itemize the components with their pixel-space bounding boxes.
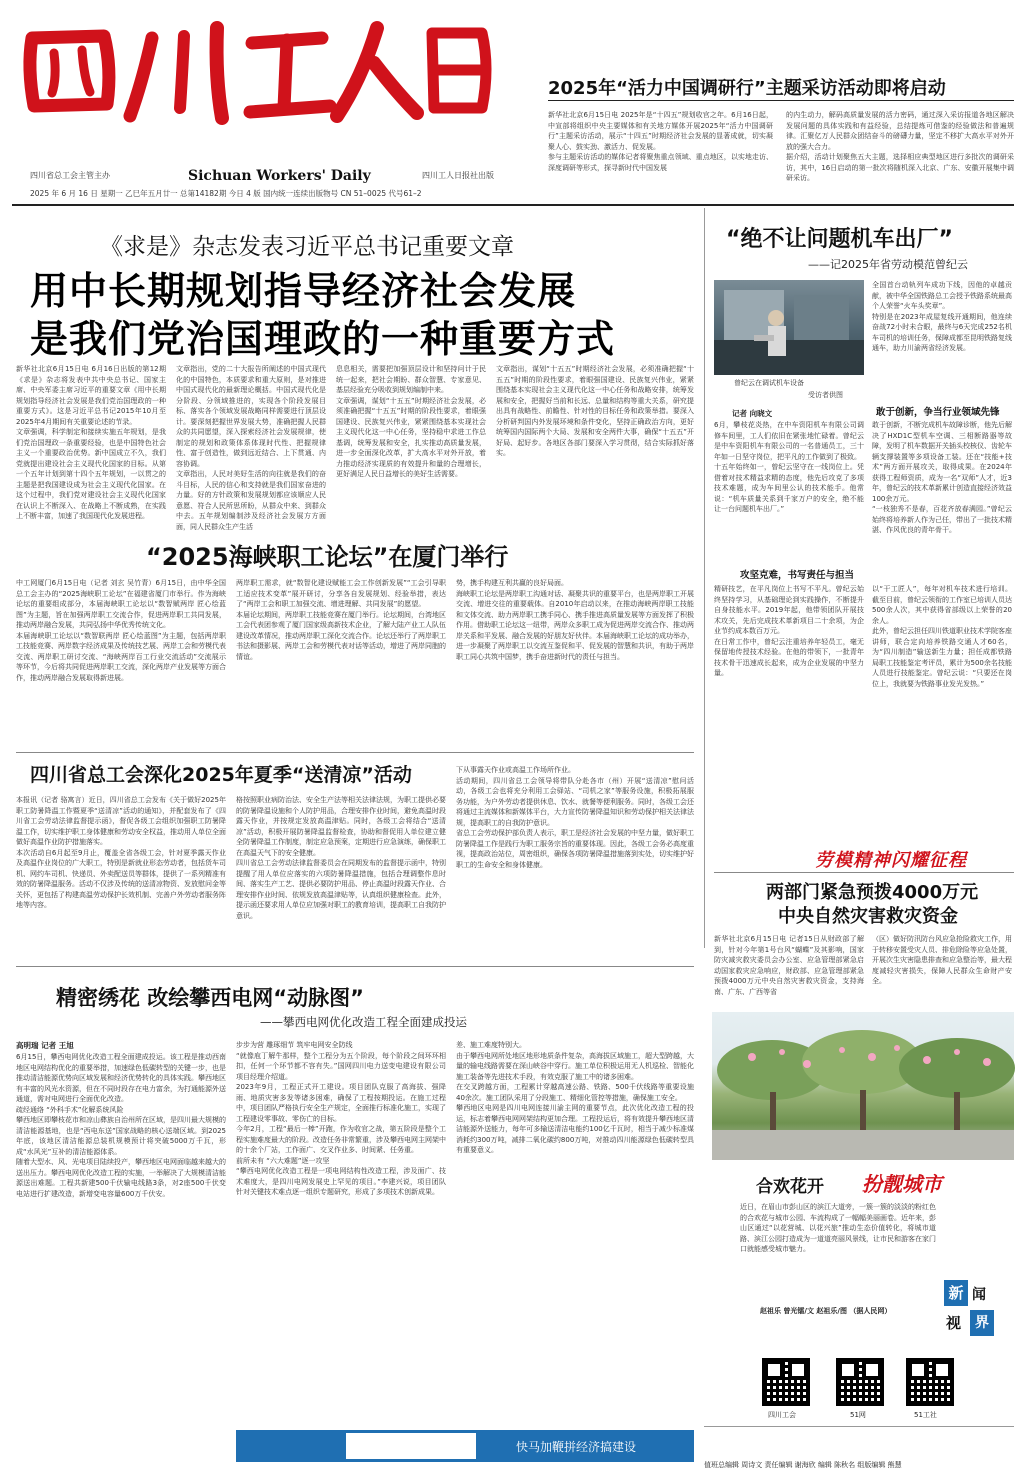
main-col-4: 文章指出，谋划“十五五”时期经济社会发展，必须准确把握“十五五”时期的阶段性要求，着眼强国建设、民族复兴伟业，紧紧围绕基本实现社会主义现代化这一中心任务和战略安排，统筹发展和安全，把握好当前和长远、总量和结构等重大关系，研究提出具有战略性、前瞻性、针对性的目标任务和政策举措。要深入分析研判国内外发展环境和条件变化，坚持正确政治方向，更好统筹国内国际两个大局、发展和安全两件大事，确保“十五五”开好局、起好步。各地区各部门要深入学习贯彻，结合实际抓好落实。 bbox=[496, 365, 694, 457]
top-story-body-left: 新华社北京6月15日电 2025年是“十四五”规划收官之年。6月16日起，中宣部将组织中央主要媒体和有关地方媒体开展2025年“活力中国调研行”主题采访活动，展示“十四五”时期经济社会发展的显著成就，切实凝聚人心、鼓实劲、激活力、促发展。 参与主题采访活动的媒体记者将聚焦重点领域、重点地区，以实地走访、深度调研等形式，探寻新时代中国发展 bbox=[548, 111, 773, 172]
worker-photo-credit: 受访者供图 bbox=[808, 391, 843, 399]
grid-col-3: 差、施工难度特别大。 由于攀西电网所处地区地形地质条件复杂，高海拔区域施工，超大型跨越，大量的输电线路需要在深山峡谷中穿行。施工单位积极运用无人机巡检、智能化施工装备等先进技术手段，有效克服了施工中的诸多困难。 在交叉跨越方面，工程累计穿越高速公路、铁路、500千伏线路等重要设施40余次。施工团队采用了分段施工、精细化管控等措施，确保施工安全。 攀西地区电网是四川电网连接川渝主网的重要节点，此次优化改造工程的投运，标志着攀西电网网架结构更加合理。工程投运后，将有效提升攀西地区清洁能源外送能力，每年可多输送清洁电能约100亿千瓦时，相当于减少标准煤消耗约300万吨，减排二氧化碳约800万吨，对推动四川能源绿色低碳转型具有重要意义。 bbox=[456, 1041, 694, 1154]
qr-code-3[interactable] bbox=[906, 1358, 954, 1406]
worker-subhead: ——记2025年省劳动模范曾纪云 bbox=[808, 258, 968, 271]
worker-bottom-rule bbox=[714, 872, 1014, 873]
cool-col-2: 格按照职业病防治法、安全生产法等相关法律法规，为职工提供必要的防暑降温设施和个人防护用品，合理安排作业时间，避免高温时段露天作业，并按规定发放高温津贴。同时，各级工会将结合“送清凉”活动，积极开展防暑降温监督检查，协助和督促用人单位建立健全防暑降温工作制度，制定应急预案，定期进行应急演练，确保职工在高温天气下的安全健康。 四川省总工会劳动法律监督委员会在同期发布的监督提示函中，特别提醒了用人单位应落实的六项防暑降温措施，包括合理调整作息时间、落实生产工艺、提供必要防护用品、停止高温时段露天作业、合理安排作业时间、依规发放高温津贴等，认真组织健康检查。此外，提示函还要求用人单位应加强对职工的教育培训，提高职工自我防护意识。 bbox=[236, 796, 446, 920]
main-col-2: 文章指出，党的二十大报告所阐述的中国式现代化的中国特色，本质要求和重大原则，是对推进中国式现代化的最新理论概括。中国式现代化是分阶段、分领域推进的，实现各个阶段发展目标、落实各个领域发展战略同样需要进行顶层设计。要深刻把握世界发展大势，准确把握人民群众的共同愿望，深入探索经济社会发展规律，使制定的规划和政策体系体现时代性、把握规律性、富于创造性，做到远近结合、上下贯通、内容协调。 文章指出，人民对美好生活的向往就是我们的奋斗目标，人民的信心和支持就是我们国家奋进的力量。好的方针政策和发展规划都应该顺应人民意愿、符合人民所思所盼，从群众中来、到群众中去。五年规划编制涉及经济社会发展方方面面，同人民群众生产生活 bbox=[176, 365, 326, 531]
main-headline-2: 是我们党治国理政的一种重要方式 bbox=[30, 316, 616, 361]
tag-jie: 界 bbox=[970, 1310, 994, 1336]
english-name: Sichuan Workers' Daily bbox=[188, 168, 371, 184]
worker-right-col-2: 敢于创新，不断完成机车故障诊断，他先后解决了HXD1C型机车空调、三相断路器等故障，发明了机车数据开关插头校核仪、齿轮车辆支撑装置等多项设备工装。还在“技能+技术”两方面开展攻关，取得成果。在2024年获得工程师资质，成为一名“双师”人才，近3年，曾纪云的技术革新累计创造直接经济效益100余万元。 “一枝独秀不是春，百花齐放春满园。”曾纪云始终将培养新人作为己任，带出了一批技术精湛、作风优良的青年骨干。 bbox=[872, 421, 1012, 534]
forum-bottom-rule bbox=[16, 752, 694, 753]
worker-photo-caption: 曾纪云在调试机车设备 bbox=[734, 379, 804, 387]
footer-rule bbox=[704, 1426, 1014, 1427]
cool-bottom-rule bbox=[16, 966, 694, 967]
right-column-rule bbox=[704, 208, 705, 948]
worker-headline: “绝不让问题机车出厂” bbox=[726, 227, 953, 252]
labor-spirit-banner: 劳模精神闪耀征程 bbox=[815, 850, 967, 871]
worker-right-col-3: 以“干工匠人”，每年对机车技术进行培训。截至目前，曾纪云领衔的工作室已培训人员达500余人次，其中获得省部级以上荣誉的20余人。 此外，曾纪云担任四川铁道职业技术学院客座讲师，联合定向培养铁路交通人才60名，为“四川制造”输送新生力量；担任成都铁路局职工技能鉴定考评员，累计为500余名技能人员进行技能鉴定。曾纪云说：“只要还在岗位上，我就要为铁路事业发光发热。” bbox=[872, 585, 1012, 688]
news-vision-tag bbox=[944, 1280, 1008, 1340]
grid-col-2: 步步为营 雕琢细节 筑牢电网安全防线 “就像庖丁解牛那样，整个工程分为五个阶段，每个阶段之间环环相扣，任何一个环节都不容有失。”国网四川电力送变电建设有限公司项目经理介绍道。 2023年9月，工程正式开工建设。项目团队克服了高海拔、强降雨、地质灾害多发等诸多困难，确保了工程按期投运。在施工过程中，项目团队严格执行安全生产规定，全面推行标准化施工，实现了工程建设零事故、零伤亡的目标。 今年2月，工程“最后一棒”开跑，作为收官之战，第五阶段是整个工程实施难度最大的阶段。改造任务非常繁重，涉及攀西电网主网架中的十余个厂站，工作面广、交叉作业多、时间紧、任务重。 前所未有 “六大难题”逐一攻坚 “攀西电网优化改造工程是一项电网结构性改造工程，涉及面广、技术难度大，是四川电网发展史上罕见的项目。”李建兴说，项目团队针对关键技术难点逐一组织专题研究，形成了多项技术创新成果。 bbox=[236, 1041, 446, 1196]
qr-code-2[interactable] bbox=[836, 1358, 884, 1406]
main-col-1: 新华社北京6月15日电 6月16日出版的第12期《求是》杂志将发表中共中央总书记、国家主席、中央军委主席习近平的重要文章《用中长期规划指导经济社会发展是我们党治国理政的一种重要方式》。这是习近平总书记2015年10月至2025年4月期间有关重要论述的节录。 文章强调，科学制定和接续实施五年规划，是我们党治国理政一条重要经验，也是中国特色社会主义一个重要政治优势。新中国成立不久，我们党就提出建设社会主义现代化国家的目标。从第一个五年计划到第十四个五年规划，一以贯之的主题是把我国建设成为社会主义现代化国家。在这个过程中，我们党对建设社会主义现代化国家在认识上不断深入、在战略上不断成熟，在实践上不断丰富，加速了我国现代化发展进程。 bbox=[16, 365, 166, 520]
qr-code-1[interactable] bbox=[762, 1358, 810, 1406]
funds-headline-1: 两部门紧急预拨4000万元 bbox=[766, 882, 979, 903]
main-col-3: 息息相关，需要把加强顶层设计和坚持问计于民统一起来，把社会期盼、群众智慧、专家意见、基层经验充分吸收到规划编制中来。 文章强调，谋划“十五五”时期经济社会发展，必须准确把握“十五五”时期的阶段性要求，着眼强国建设、民族复兴伟业，紧紧围绕基本实现社会主义现代化这一中心任务，坚持稳中求进工作总基调，统筹发展和安全，扎实推动高质量发展，进一步全面深化改革，扩大高水平对外开放，着力推动经济实现质的有效提升和量的合理增长，更好满足人民日益增长的美好生活需要。 bbox=[336, 365, 486, 478]
photo-credit: 赵祖乐 曾光镭/文 赵祖乐/图 （据人民网） bbox=[760, 1307, 892, 1315]
masthead-bottom-rule bbox=[12, 204, 1014, 206]
qr-label-3: 51工社 bbox=[914, 1411, 937, 1419]
banner-slogan-bg bbox=[346, 1433, 476, 1459]
qr-label-1: 四川工会 bbox=[768, 1411, 796, 1419]
grid-headline: 精密绣花 改绘攀西电网“动脉图” bbox=[56, 986, 364, 1010]
cool-col-1: 本报讯（记者 骆寓言）近日，四川省总工会发布《关于做好2025年职工防暑降温工作暨夏季“送清凉”活动的通知》，并配套发布了《四川省工会劳动法律监督提示函》，督促各级工会组织加强职工防暑降温工作，切实维护职工身体健康和劳动安全权益，推动用人单位全面做好高温作业防护措施落实。 本次活动自6月起至9月止，覆盖全省各级工会，针对夏季露天作业及高温作业岗位的广大职工，特别是新就业形态劳动者，包括货车司机、网约车司机、快递员、外卖配送员等群体，提供了一系列精准有效的防暑降温服务。活动不仅涉及传统的送清凉物资、发放慰问金等关怀，更包括了构建高温劳动保护长效机制、完善户外劳动者服务阵地等内容。 bbox=[16, 796, 226, 909]
sponsor-text: 四川省总工会主管主办 bbox=[30, 171, 110, 180]
worker-right-heading: 敢于创新，争当行业领域先锋 bbox=[876, 407, 1000, 418]
tag-wen: 闻 bbox=[972, 1287, 986, 1303]
photo-body: 近日，在眉山市彭山区的滨江大道旁，一簇一簇的淡淡的粉红色的合欢花与城市公园、车流构成了一幅幅美丽画卷。近年来，彭山区通过“以花营城、以花兴旅”推动生态价值转化，将城市道路、滨江公园打造成为一道道亮丽风景线，让市民和游客在家门口就能感受城市魅力。 bbox=[740, 1203, 936, 1253]
top-story-title: 2025年“活力中国调研行”主题采访活动即将启动 bbox=[548, 78, 946, 99]
qr-label-2: 51网 bbox=[850, 1411, 866, 1419]
editors-line: 值班总编辑 周诗文 责任编辑 谢海欣 编辑 陈秋名 组版编辑 熊慧 bbox=[704, 1461, 902, 1469]
top-story-rule bbox=[548, 100, 1014, 101]
forum-col-2: 两岸职工需求，就“数智化建设赋能工会工作创新发展”“工会引导职工适应技术变革”展开研讨，分享各自发展规划、经验举措，表达了“两岸工会和职工加强交流、增进理解、共同发展”的愿望。 本届论坛期间，两岸职工技能竞赛在厦门举行。论坛期间，台湾地区工会代表团参观了厦门国家级高新技术企业，了解大陆产业工人队伍建设改革情况，推动两岸职工深化交流合作。论坛还举行了两岸职工书法和摄影展、两岸工会和劳模代表对话等活动，增进了两岸同胞的情谊。 bbox=[236, 579, 446, 661]
cool-headline: 四川省总工会深化2025年夏季“送清凉”活动 bbox=[30, 764, 412, 786]
grid-subhead: ——攀西电网优化改造工程全面建成投运 bbox=[260, 1015, 467, 1029]
worker-col-1: 6月，攀枝花炎热，在中车资阳机车有限公司调修车间里，工人们依旧在紧张地忙碌着。曾纪云是中车资阳机车有限公司的一名普通员工，三十年如一日坚守岗位，把平凡的工作做到了极致。 十五年始终如一，曾纪云坚守在一线岗位上。凭借着对技术精益求精的态度，他先后攻克了多项技术难题，成为车间里公认的技术能手。他常说：“机车质量关系到千家万户的安全，绝不能让一台问题机车出厂。” bbox=[714, 421, 864, 513]
forum-col-1: 中工网厦门6月15日电（记者 刘玄 吴竹青）6月15日，由中华全国总工会主办的“2025海峡职工论坛”在福建省厦门市举行。作为海峡论坛的重要组成部分，本届海峡职工论坛以“数智赋两岸 匠心绘蓝图”为主题，旨在加强两岸职工交流合作，促进两岸职工共同发展，推动两岸融合发展，共同弘扬中华优秀传统文化。 本届海峡职工论坛以“数智联两岸 匠心绘蓝图”为主题，包括两岸职工技能竞赛、两岸数字经济成果及传统技艺展、两岸工会和劳模代表交流、两岸职工研讨交流、“海峡两岸百工行业交流活动”交流展示等环节，今后将共同促进两岸职工交流，深化两岸产业发展等方面合作，推动两岸融合发展取得新进展。 bbox=[16, 579, 226, 682]
mimosa-photo bbox=[712, 1012, 1014, 1160]
main-kicker: 《求是》杂志发表习近平总书记重要文章 bbox=[100, 234, 514, 260]
photo-headline-2: 扮靓城市 bbox=[862, 1172, 942, 1196]
main-headline-1: 用中长期规划指导经济社会发展 bbox=[30, 268, 577, 313]
worker-photo bbox=[714, 280, 864, 375]
worker-col-2: 精研技艺，在平凡岗位上书写不平凡。曾纪云始终坚持学习，从基础理论到实践操作，不断提升自身技能水平。2019年起，他带领团队开展技术攻关，先后完成技术革新项目二十余项，为企业节约成本数百万元。 在日常工作中，曾纪云注重培养年轻员工，毫无保留地传授技术经验。在他的带领下，一批青年技术骨干迅速成长起来，成为企业发展的中坚力量。 bbox=[714, 585, 864, 677]
masthead bbox=[12, 8, 542, 203]
grid-col-1: 6月15日，攀西电网优化改造工程全面建成投运。该工程是推动西南地区电网结构优化的重要举措，加速绿色低碳转型的关键一步，也是推动清洁能源优势向区域发展和经济优势转化的具体实践。攀西地区有丰富的风光水资源，但在不同时段存在电力富余，为打通能源外送通道，需对电网进行全面优化改造。 疏经通络 “外科手术”化解系统风险 攀西地区即攀枝花市和凉山彝族自治州所在区域，是四川最大规模的清洁能源基地，也是“西电东送”国家战略的核心送端区域。到2025年底，该地区清洁能源总装机规模预计将突破5000万千瓦，形成“水风光”互补的清洁能源体系。 随着大型水、风、光电项目陆续投产，攀西地区电网面临越来越大的送出压力。攀西电网优化改造工程的实施，一举解决了大规模清洁能源送出难题。工程共新建500千伏输电线路3条，对2座500千伏变电站进行扩建改造，新增变电容量600万千伏安。 bbox=[16, 1053, 226, 1198]
publisher-text: 四川工人日报社出版 bbox=[422, 171, 494, 180]
masthead-logo bbox=[12, 8, 512, 128]
issue-line: 2025 年 6 月 16 日 星期一 乙巳年五月廿一 总第14182期 今日 4 版 国内统一连续出版物号 CN 51–0025 代号61–2 bbox=[30, 189, 422, 198]
forum-headline: “2025海峡职工论坛”在厦门举行 bbox=[146, 543, 509, 571]
forum-col-3: 势，携手构建互利共赢的良好局面。 海峡职工论坛是两岸职工沟通对话、凝聚共识的重要平台，也是两岸职工开展交流、增进交往的重要载体。自2010年启动以来，在推动海峡两岸职工技能和文体交流、助力两岸职工携手同心、携手推进高质量发展等方面发挥了积极作用。借助职工论坛这一纽带，两岸众多职工成为促进两岸交流合作、推动两岸关系和平发展、融合发展的好朋友好伙伴。本届海峡职工论坛的成功举办，进一步凝聚了两岸职工以交流互鉴促和平、促发展的智慧和共识，有助于两岸职工同心共筑中国梦，携手奋进新时代的责任与担当。 bbox=[456, 579, 694, 661]
funds-col-1: 新华社北京6月15日电 记者15日从财政部了解到，针对今年第1号台风“蝴蝶”及其影响，国家防灾减灾救灾委员会办公室、应急管理部紧急启动国家救灾应急响应，财政部、应急管理部紧急预拨4000万元中央自然灾害救灾资金，支持海南、广东、广西等省 bbox=[714, 935, 864, 996]
worker-right-col-1: 全国首台动轨列车成功下线，因他的卓越贡献，被中华全国铁路总工会授予铁路系统最高个人荣誉“火车头奖章”。 特别是在2023年成屋复线开通期间，他连续奋战72小时未合眼，最终与6天完成252名机车司机的培训任务，保障成都至昆明铁路复线通车，助力川渝两省经济发展。 bbox=[872, 281, 1012, 352]
tag-new: 新 bbox=[944, 1280, 968, 1306]
grid-byline: 高明瑞 记者 王旭 bbox=[16, 1041, 74, 1050]
funds-headline-2: 中央自然灾害救灾资金 bbox=[778, 906, 958, 927]
top-story-body-right: 的内生动力，解码高质量发展的活力密码，通过深入采访报道各地区解决发展问题的具体实践和有益经验，总结提炼可借鉴的经验做法和普遍规律。汇聚亿万人民群众团结奋斗的磅礴力量，坚定不移扩大高水平对外开放的强大合力。 据介绍，活动计划聚焦五大主题，选择相应典型地区进行多批次的调研采访，其中，16日启动的第一批次将随机深入北京、广东、安徽开展集中调研采访。 bbox=[786, 111, 1014, 182]
worker-byline: 记者 向晓文 bbox=[732, 409, 773, 418]
banner-title: 快马加鞭拼经济搞建设 bbox=[516, 1440, 637, 1454]
photo-headline-1: 合欢花开 bbox=[756, 1177, 824, 1197]
tag-shi: 视 bbox=[946, 1314, 962, 1332]
funds-col-2: （区）做好防汛防台风应急抢险救灾工作，用于转移安置受灾人员、排危除险等应急处置，开展次生灾害隐患排查和应急整治等，最大程度减轻灾害损失，保障人民群众生命财产安全。 bbox=[872, 935, 1012, 985]
cool-col-3: 下从事露天作业或高温工作场所作业。 活动期间，四川省总工会领导将带队分赴各市（州）开展“送清凉”慰问活动，各级工会也将充分利用工会驿站、“司机之家”等服务设施，积极拓展服务功能，为户外劳动者提供休息、饮水、就餐等便利服务。同时，各级工会还将通过主流媒体和新媒体平台，大力宣传防暑降温知识和劳动保护相关法律法规，提高职工的自我防护意识。 省总工会劳动保护部负责人表示，职工是经济社会发展的中坚力量，做好职工防暑降温工作是践行为职工服务宗旨的重要体现。因此，各级工会务必高度重视，提高政治站位，周密组织，确保各项防暑降温措施落到实处，切实维护好职工的生命安全和身体健康。 bbox=[456, 766, 694, 869]
worker-mid-heading: 攻坚克难，书写责任与担当 bbox=[740, 570, 855, 581]
